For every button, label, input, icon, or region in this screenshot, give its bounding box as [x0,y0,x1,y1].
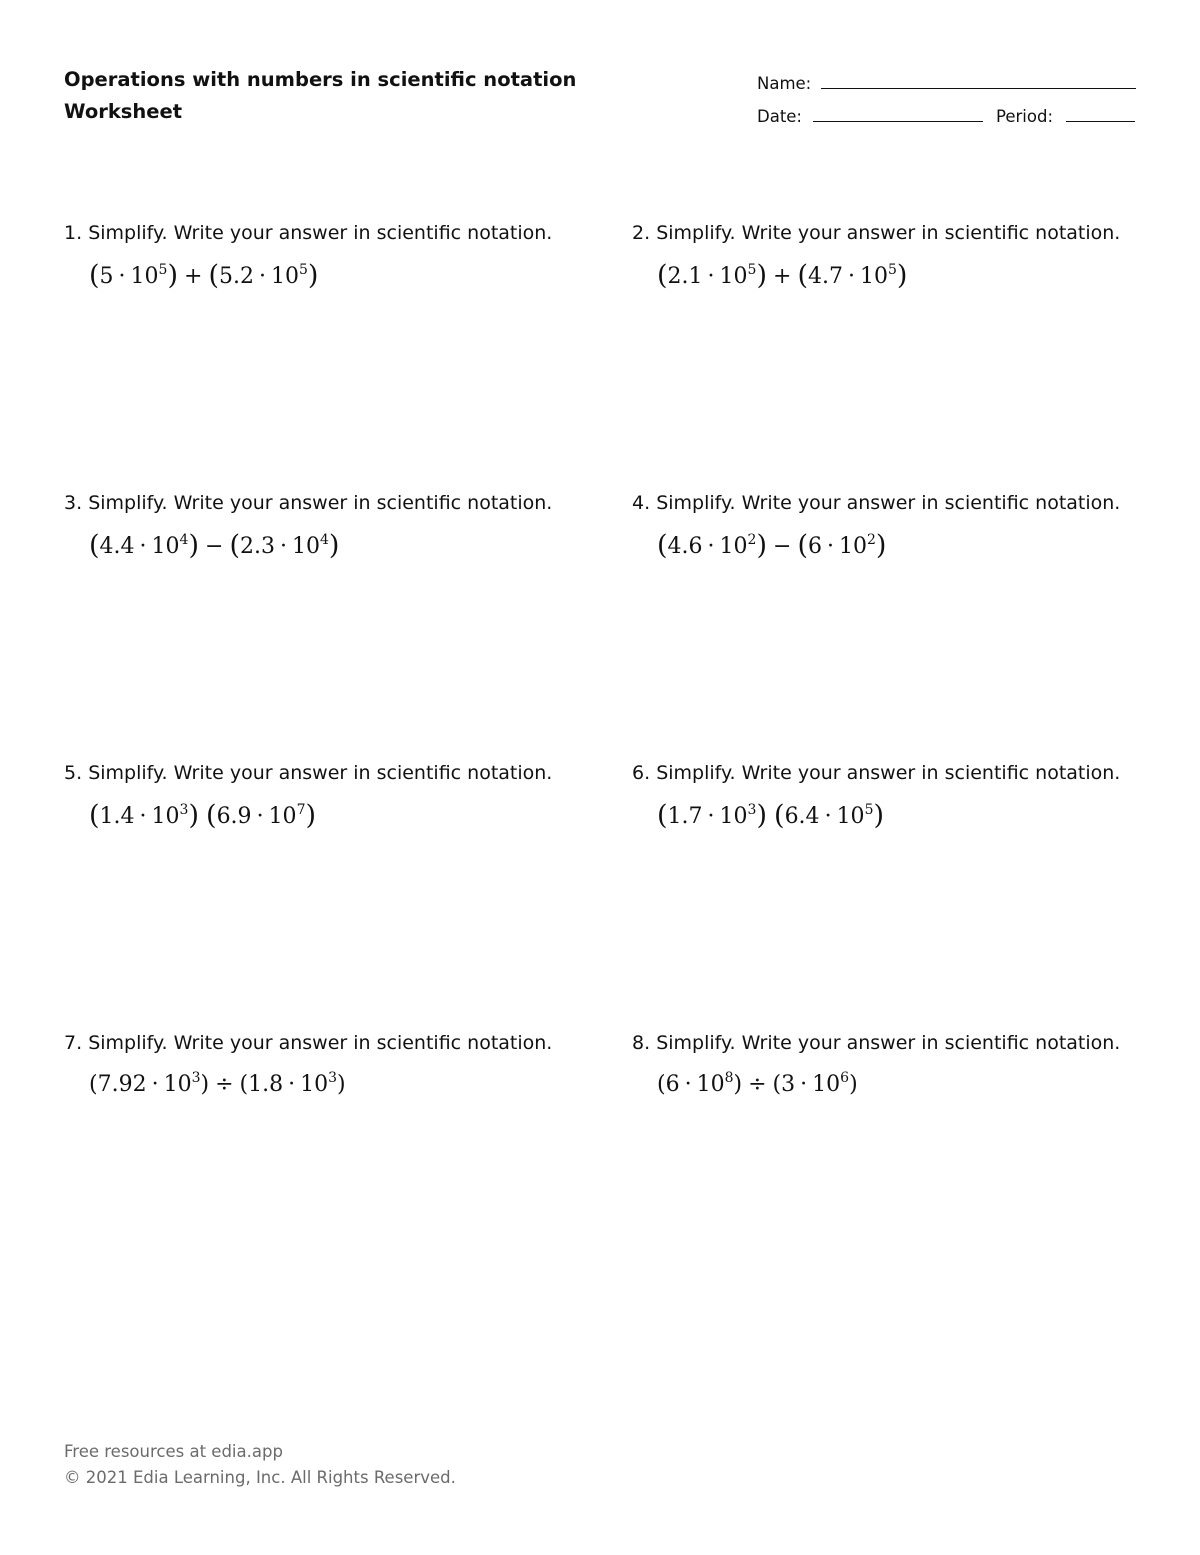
footer-copyright: © 2021 Edia Learning, Inc. All Rights Reserved. [64,1468,456,1487]
title-line-2: Worksheet [64,100,183,123]
problem-prompt: 1. Simplify. Write your answer in scientific notation. [64,222,553,244]
date-blank-line[interactable] [813,121,983,122]
problem-8 [632,1030,1172,1100]
problem-5 [64,760,604,832]
name-label: Name: [757,74,812,93]
problem-prompt: 7. Simplify. Write your answer in scientific notation. [64,1032,553,1054]
math-expression: $(7.92 \cdot 10^3) \div (1.8 \cdot 10^3)$ [89,1070,346,1097]
math-expression: $(5 \cdot 10^5) + (5.2 \cdot 10^5)$ [89,260,319,291]
problem-1 [64,220,604,292]
name-field-row [757,72,1137,96]
problem-6 [632,760,1172,832]
problem-prompt: 6. Simplify. Write your answer in scientific notation. [632,762,1121,784]
footer [64,1439,456,1491]
worksheet-title [64,64,576,128]
period-label: Period: [996,107,1054,126]
date-period-row [757,105,1137,129]
problem-prompt: 3. Simplify. Write your answer in scientific notation. [64,492,553,514]
problem-prompt: 2. Simplify. Write your answer in scientific notation. [632,222,1121,244]
math-expression: $(1.4 \cdot 10^3)$ $(6.9 \cdot 10^7)$ [89,800,317,831]
math-expression: $(4.4 \cdot 10^4) - (2.3 \cdot 10^4)$ [89,530,340,561]
problem-3 [64,490,604,562]
problem-prompt: 8. Simplify. Write your answer in scientific notation. [632,1032,1121,1054]
math-expression: $(2.1 \cdot 10^5) + (4.7 \cdot 10^5)$ [657,260,908,291]
title-line-1: Operations with numbers in scientific notation [64,68,577,91]
math-expression: $(4.6 \cdot 10^2) - (6 \cdot 10^2)$ [657,530,887,561]
problem-7 [64,1030,604,1100]
problem-2 [632,220,1172,292]
problem-prompt: 5. Simplify. Write your answer in scientific notation. [64,762,553,784]
math-expression: $(6 \cdot 10^8) \div (3 \cdot 10^6)$ [657,1070,858,1097]
date-label: Date: [757,107,802,126]
period-blank-line[interactable] [1066,121,1135,122]
problem-4 [632,490,1172,562]
footer-resources-link[interactable]: Free resources at edia.app [64,1442,283,1461]
math-expression: $(1.7 \cdot 10^3)$ $(6.4 \cdot 10^5)$ [657,800,885,831]
name-blank-line[interactable] [821,88,1136,89]
problem-prompt: 4. Simplify. Write your answer in scientific notation. [632,492,1121,514]
